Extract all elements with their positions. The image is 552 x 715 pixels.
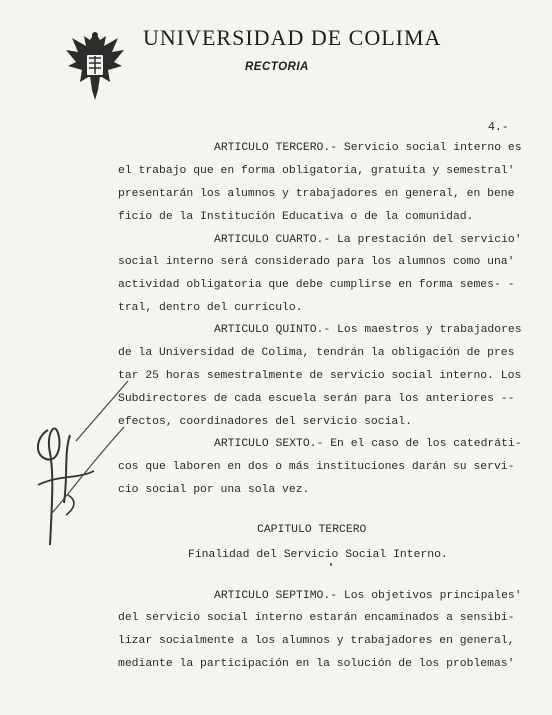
text-line: social interno será considerado para los alumnos como una' [118, 256, 515, 268]
text-line: lizar socialmente a los alumnos y trabajadores en general, [118, 635, 515, 647]
page-number: 4.- [488, 121, 509, 134]
chapter-heading: CAPITULO TERCERO [257, 524, 367, 536]
text-line: cos que laboren en dos o más instituciones darán su servi- [118, 461, 515, 473]
text-line: presentarán los alumnos y trabajadores en general, en bene [118, 188, 515, 200]
text-line: Subdirectores de cada escuela serán para los anteriores -- [118, 393, 515, 405]
university-crest-logo [62, 26, 128, 104]
handwritten-signature [28, 375, 138, 550]
text-line: tral, dentro del currículo. [118, 302, 303, 314]
chapter-subheading: Finalidad del Servicio Social Interno. [188, 549, 448, 561]
text-line: tar 25 horas semestralmente de servicio social interno. Los [118, 370, 522, 382]
text-line: ARTICULO SEXTO.- En el caso de los catedráti- [214, 438, 522, 450]
text-line: del servicio social interno estarán encaminados a sensibi- [118, 612, 515, 624]
institution-title: UNIVERSIDAD DE COLIMA [143, 25, 442, 50]
text-line: ficio de la Institución Educativa o de la comunidad. [118, 211, 474, 223]
text-line: cio social por una sola vez. [118, 484, 310, 496]
text-line: efectos, coordinadores del servicio social. [118, 416, 412, 428]
text-line: actividad obligatoria que debe cumplirse en forma semes- - [118, 279, 515, 291]
office-subtitle: RECTORIA [245, 61, 309, 73]
text-line: de la Universidad de Colima, tendrán la obligación de pres [118, 347, 515, 359]
text-line: mediante la participación en la solución de los problemas' [118, 658, 515, 670]
text-line: ARTICULO TERCERO.- Servicio social interno es [214, 142, 522, 154]
text-line: ARTICULO SEPTIMO.- Los objetivos principales' [214, 590, 522, 602]
ink-dot [330, 563, 332, 566]
text-line: ARTICULO CUARTO.- La prestación del servicio' [214, 234, 522, 246]
text-line: ARTICULO QUINTO.- Los maestros y trabajadores [214, 324, 522, 336]
text-line: el trabajo que en forma obligatoria, gratuita y semestral' [118, 165, 515, 177]
